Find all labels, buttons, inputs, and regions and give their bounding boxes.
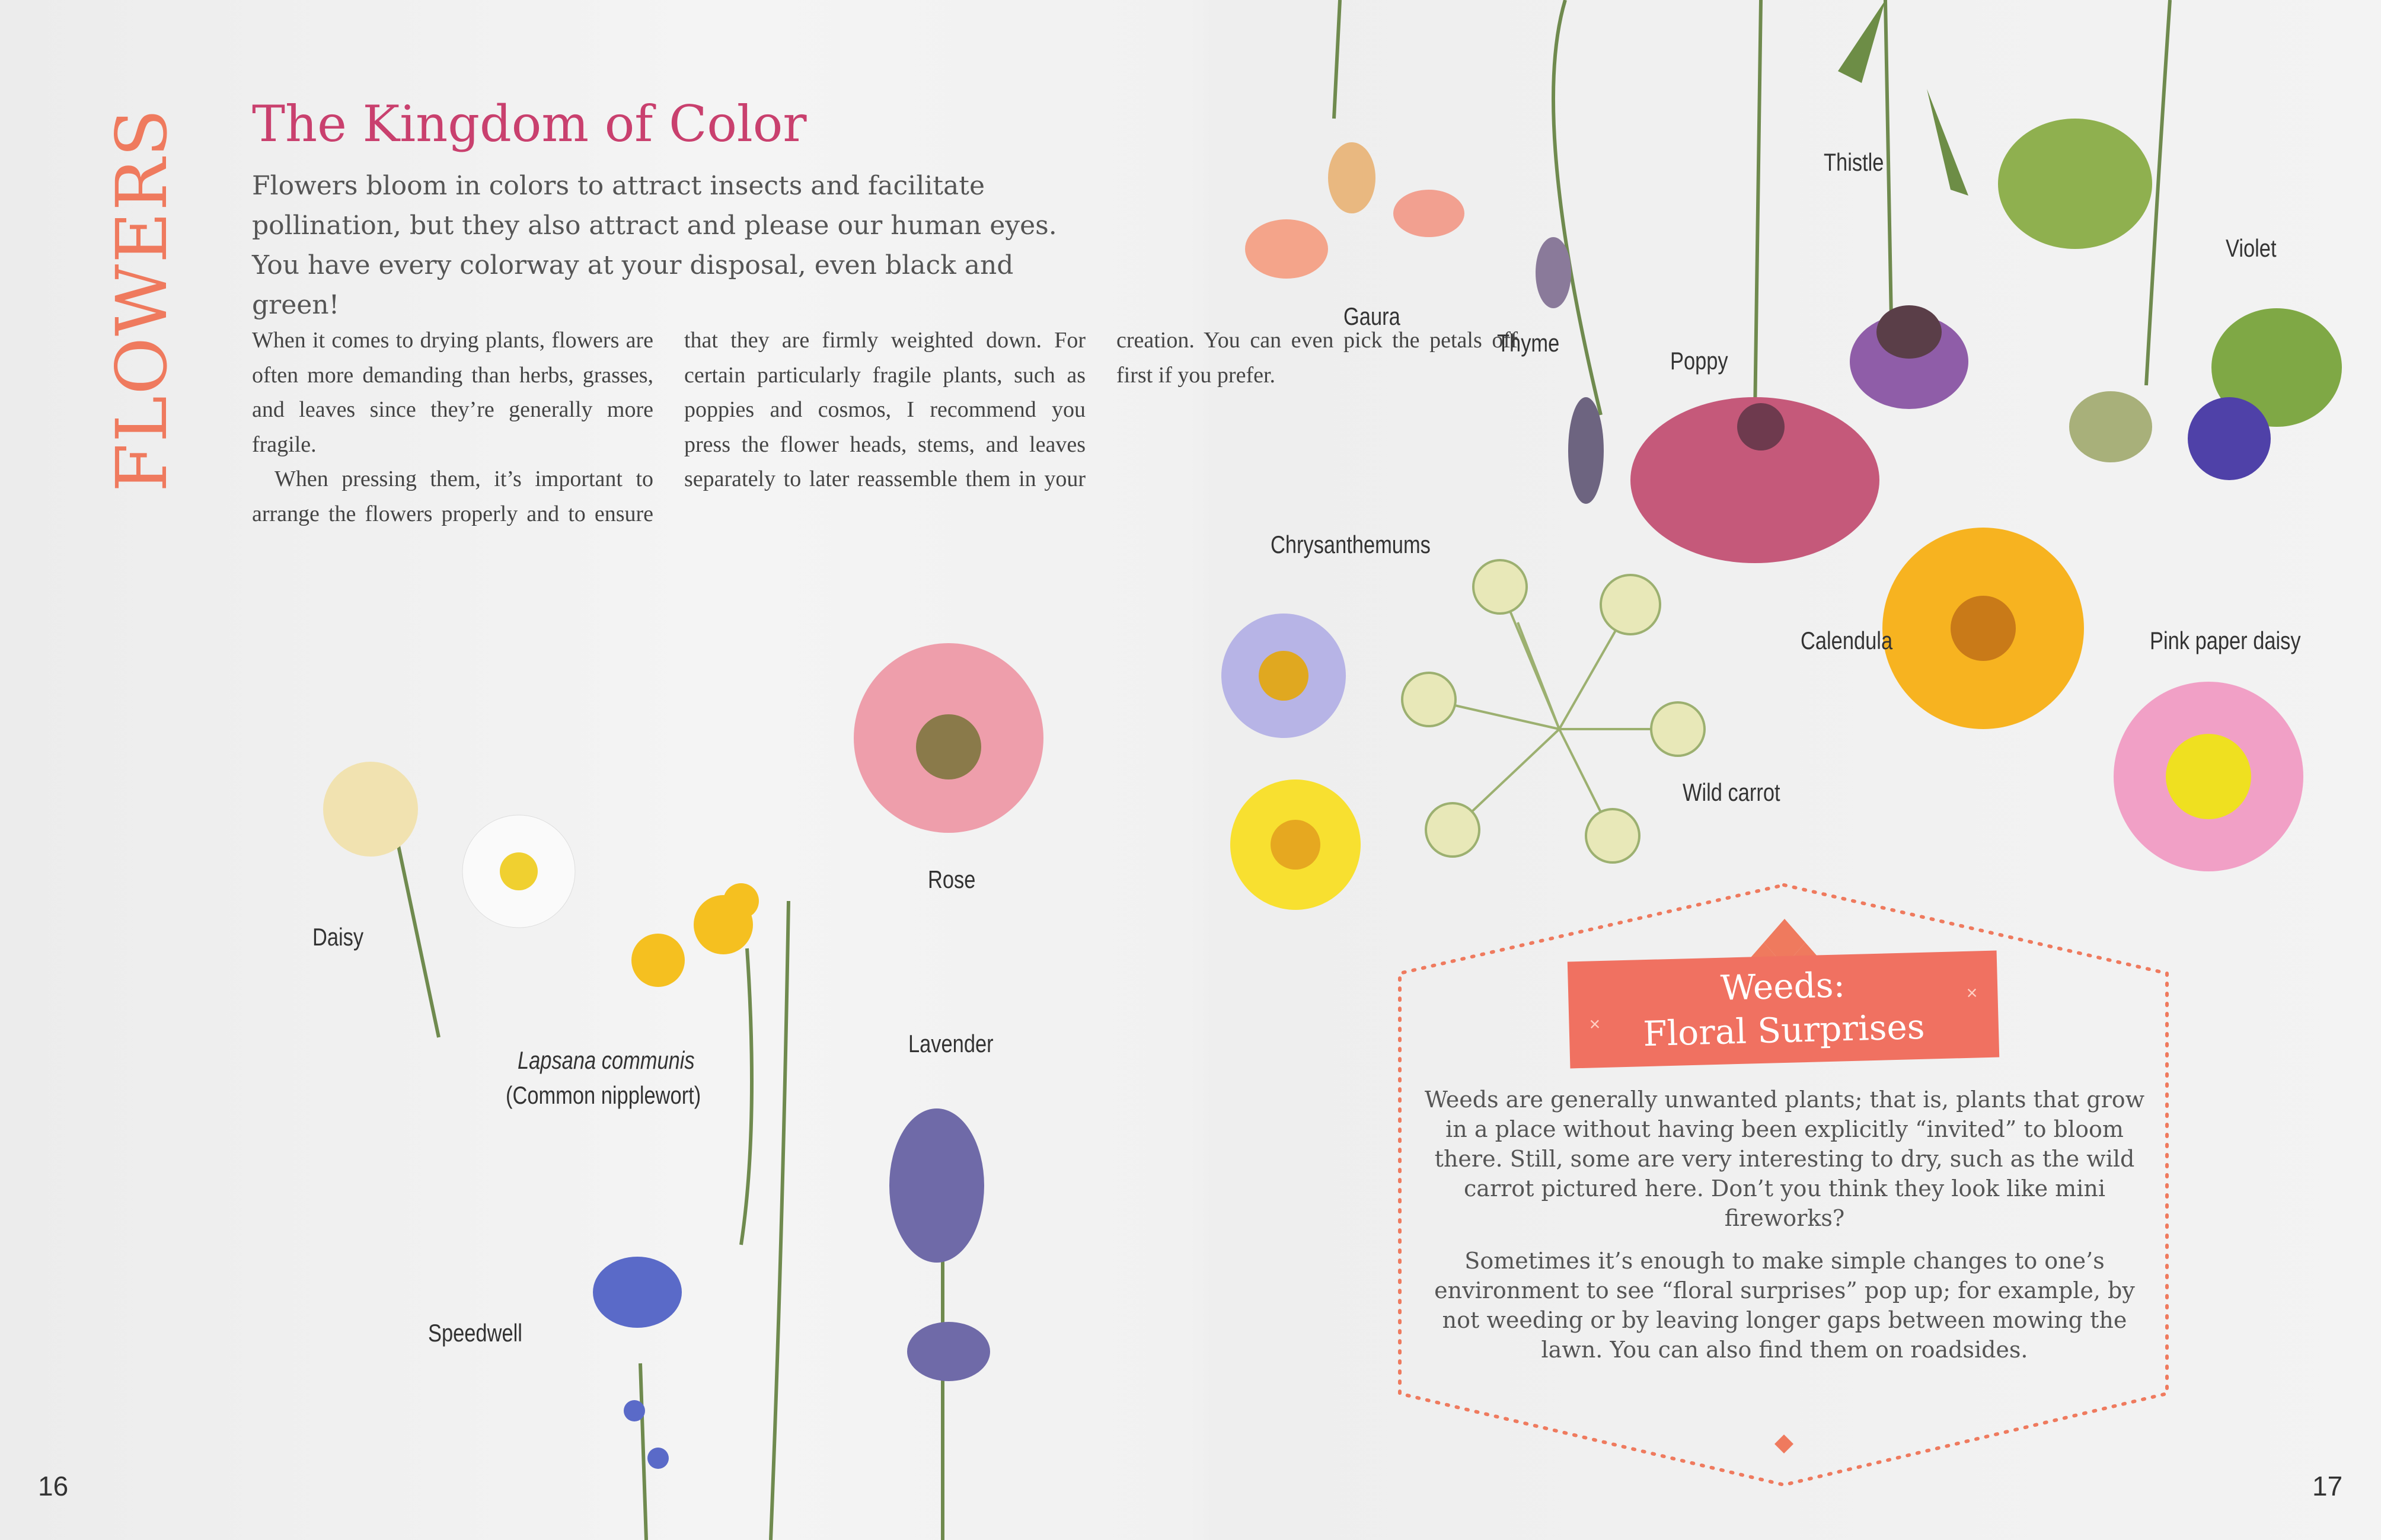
violet-flower bbox=[1998, 119, 2342, 480]
label-pink-paper-daisy: Pink paper daisy bbox=[2150, 627, 2301, 654]
lapsana-flowers bbox=[631, 883, 759, 987]
lavender-flower bbox=[889, 1108, 990, 1381]
label-lavender: Lavender bbox=[908, 1030, 994, 1057]
diamond-icon bbox=[1774, 1434, 1793, 1453]
sidebar-title-banner bbox=[1568, 951, 1999, 1069]
calendula-flower bbox=[1882, 528, 2084, 729]
label-thistle: Thistle bbox=[1824, 148, 1884, 176]
label-gaura: Gaura bbox=[1343, 302, 1400, 330]
label-chrysanthemums: Chrysanthemums bbox=[1271, 531, 1431, 558]
pink-paper-daisy bbox=[2114, 682, 2303, 871]
label-thyme: Thyme bbox=[1497, 329, 1560, 357]
label-lapsana-latin: Lapsana communis bbox=[518, 1046, 695, 1074]
page-number-right: 17 bbox=[2312, 1471, 2343, 1501]
wild-carrot bbox=[1402, 560, 1705, 862]
page-number-left: 16 bbox=[38, 1471, 69, 1501]
chrysanthemum-yellow bbox=[1230, 779, 1361, 910]
sidebar-title-line2: Floral Surprises bbox=[1642, 1006, 1926, 1055]
label-calendula: Calendula bbox=[1801, 627, 1893, 654]
speedwell-flower bbox=[593, 1257, 682, 1469]
thistle-flower bbox=[1838, 0, 1968, 409]
body-paragraph-1: When it comes to drying plants, flowers are often more demanding than herbs, grasses, and leaves since they’re generally more fragile. bbox=[252, 328, 653, 457]
sidebar-paragraph-2: Sometimes it’s enough to make simple changes to one’s environment to see “floral surprises” pop up; for example, by not weeding or by leaving longer gaps between mowing the lawn. You can also find them on roadsides. bbox=[1434, 1248, 2135, 1363]
sidebar-body bbox=[1423, 1085, 2146, 1378]
label-daisy: Daisy bbox=[312, 923, 364, 951]
page-title: The Kingdom of Color bbox=[252, 95, 807, 153]
rose-flower bbox=[854, 643, 1043, 833]
body-paragraph-2: When pressing them, it’s important to arrange the flowers properly and to ensure that they are firmly weighted down. For certain particularly fragile plants, such as poppies and cosmos, I recommend you press the flower heads, stems, and leaves separately to later reassemble them in your creation. You can even pick the petals off first if you prefer. bbox=[252, 328, 1518, 526]
label-violet: Violet bbox=[2226, 234, 2277, 262]
chrysanthemum-purple bbox=[1221, 614, 1346, 738]
label-rose: Rose bbox=[928, 865, 976, 893]
label-speedwell: Speedwell bbox=[428, 1319, 522, 1347]
label-wild-carrot: Wild carrot bbox=[1683, 778, 1780, 806]
label-poppy: Poppy bbox=[1670, 347, 1728, 375]
x-mark-icon: × bbox=[1966, 982, 1978, 1004]
label-lapsana-common: (Common nipplewort) bbox=[506, 1081, 701, 1109]
gaura-flower bbox=[1245, 142, 1464, 279]
intro-paragraph: Flowers bloom in colors to attract insects and facilitate pollination, but they also attract and please our human eyes. You have every colorway at your disposal, even black and green! bbox=[252, 171, 1057, 320]
thyme-flower bbox=[1536, 237, 1604, 504]
x-mark-icon: × bbox=[1589, 1013, 1601, 1035]
section-label: FLOWERS bbox=[101, 107, 183, 492]
poppy-flower bbox=[1630, 397, 1879, 563]
daisy-flowers bbox=[323, 762, 575, 928]
sidebar-paragraph-1: Weeds are generally unwanted plants; that is, plants that grow in a place without having been explicitly “invited” to bloom there. Still, some are very interesting to dry, such as the wild carrot pictured here. Don’t you think they look like mini fireworks? bbox=[1424, 1087, 2145, 1231]
sidebar-title-line1: Weeds: bbox=[1720, 964, 1846, 1008]
